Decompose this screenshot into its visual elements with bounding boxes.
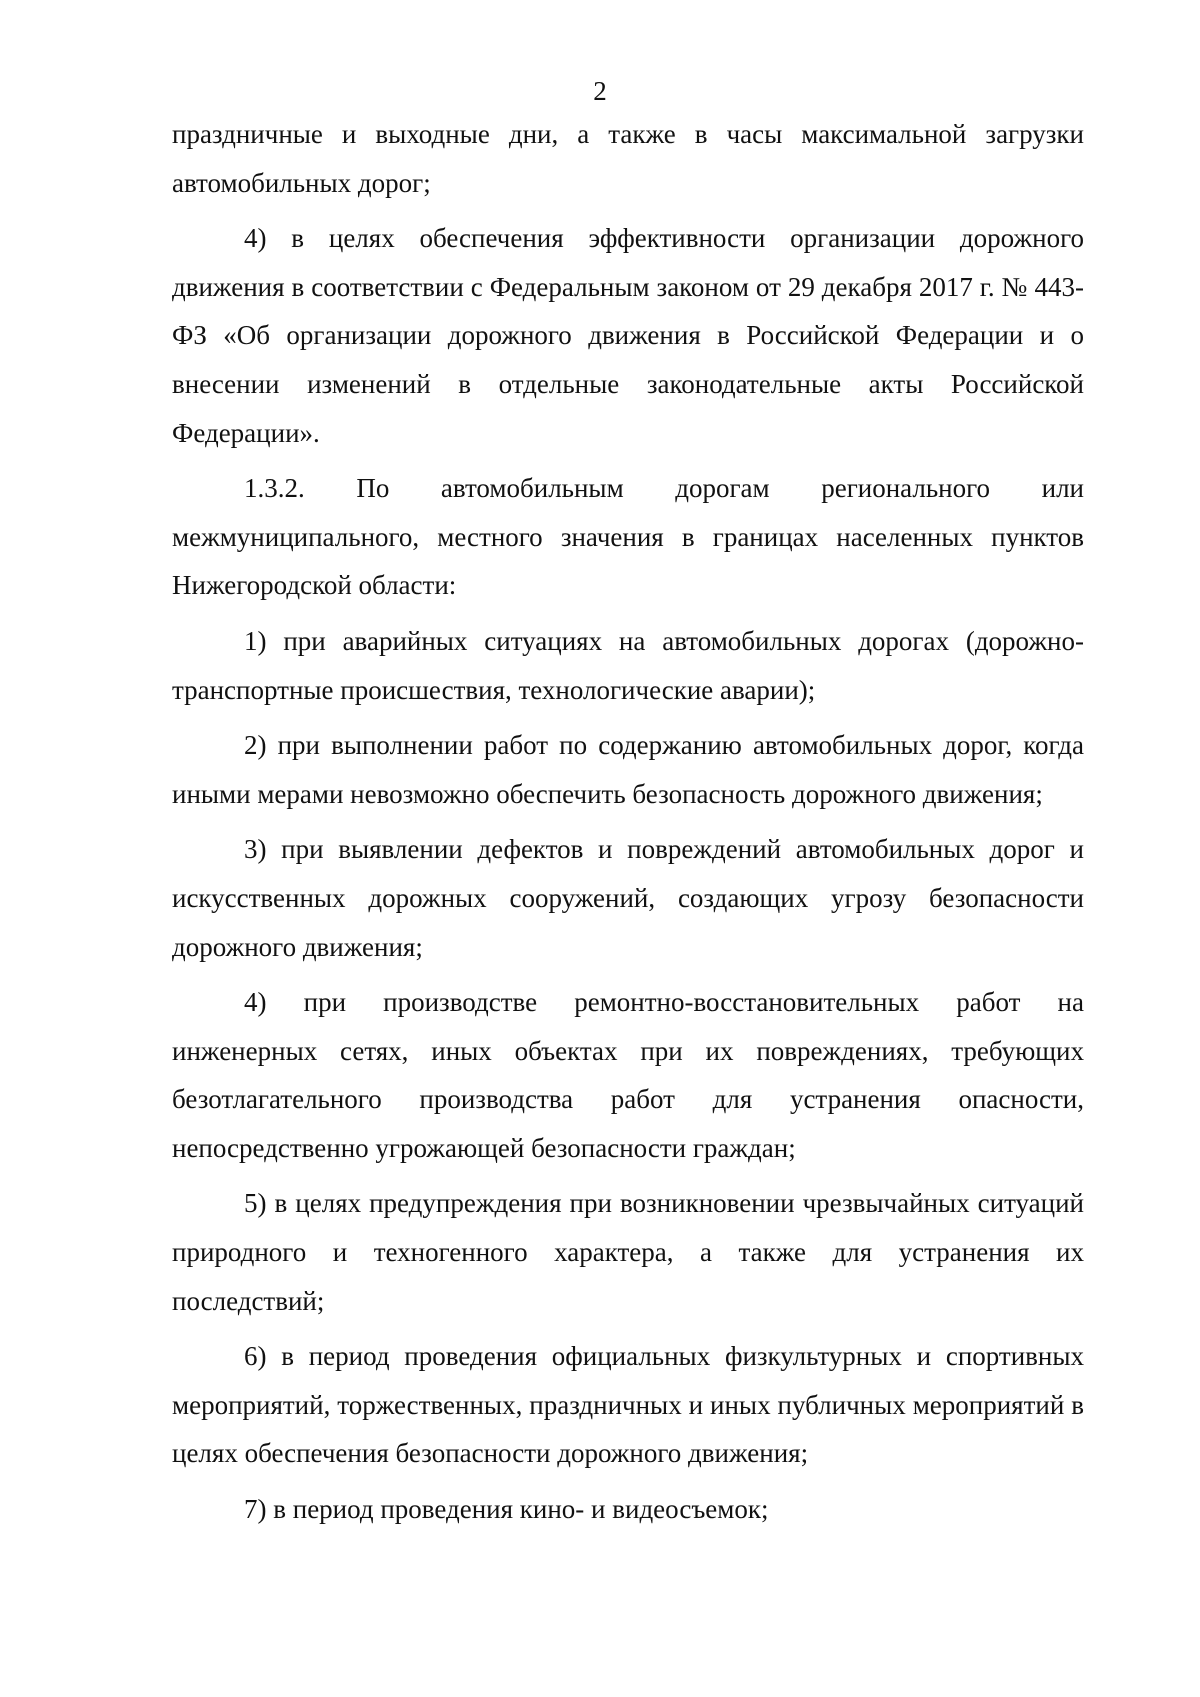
paragraph-item-5-emergency-situations: 5) в целях предупреждения при возникновении чрезвычайных ситуаций природного и техногенного характера, а также для устранения их последствий; <box>172 1188 1084 1316</box>
paragraph-item-7-filming: 7) в период проведения кино- и видеосъемок; <box>244 1494 769 1525</box>
paragraph-section-1-3-2: 1.3.2. По автомобильным дорогам регионального или межмуниципального, местного значения в границах населенных пунктов Нижегородской области: <box>172 473 1084 601</box>
paragraph-item-6-public-events: 6) в период проведения официальных физкультурных и спортивных мероприятий, торжественных, праздничных и иных публичных мероприятий в целях обеспечения безопасности дорожного движения; <box>172 1341 1084 1469</box>
document-body <box>172 110 1084 1541</box>
paragraph-item-2-maintenance: 2) при выполнении работ по содержанию автомобильных дорог, когда иными мерами невозможно обеспечить безопасность дорожного движения; <box>172 730 1084 809</box>
paragraph-continuation: праздничные и выходные дни, а также в часы максимальной загрузки автомобильных дорог; <box>172 119 1084 198</box>
paragraph-item-3-defects: 3) при выявлении дефектов и повреждений автомобильных дорог и искусственных дорожных сооружений, создающих угрозу безопасности дорожного движения; <box>172 834 1084 962</box>
paragraph-item-1-emergencies: 1) при аварийных ситуациях на автомобильных дорогах (дорожно-транспортные происшествия, технологические аварии); <box>172 625 1084 705</box>
page-number: 2 <box>593 76 607 106</box>
paragraph-item-4-traffic-efficiency: 4) в целях обеспечения эффективности организации дорожного движения в соответствии с Федеральным законом от 29 декабря 2017 г. № 443-ФЗ «Об организации дорожного движения в Российской Федерации и о внесении изменений в отдельные законодательные акты Российской Федерации». <box>172 223 1084 448</box>
paragraph-item-4-repair-works: 4) при производстве ремонтно-восстановительных работ на инженерных сетях, иных объектах при их повреждениях, требующих безотлагательного производства работ для устранения опасности, непосредственно угрожающей безопасности граждан; <box>172 987 1084 1163</box>
